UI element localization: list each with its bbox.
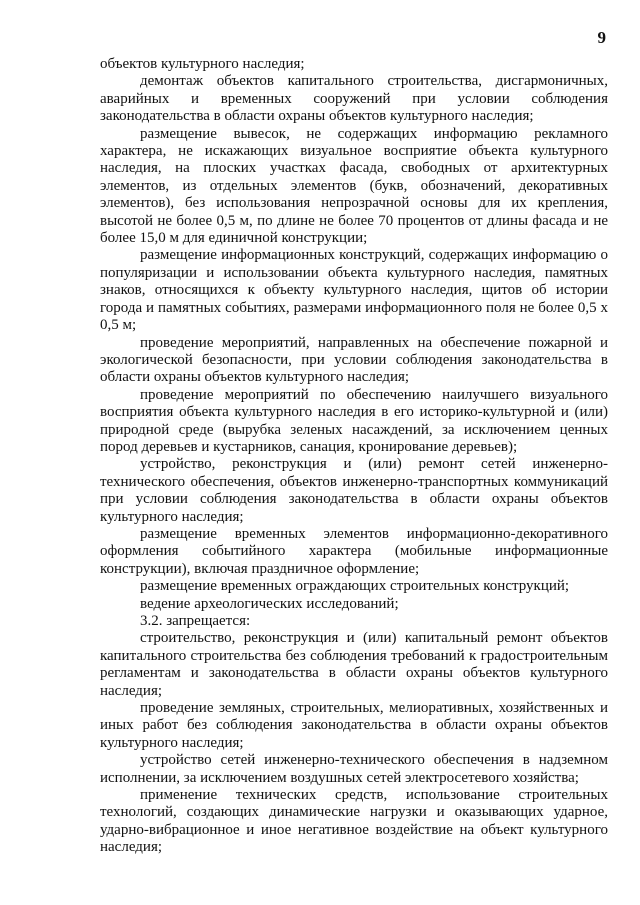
paragraph-overhead-networks: устройство сетей инженерно-технического обеспечения в надземном исполнении, за исключением воздушных сетей электросетевого хозяйства; [100, 752, 608, 786]
paragraph-dynamic-loads: применение технических средств, использование строительных технологий, создающих динамические нагрузки и оказывающих ударное, ударно-вибрационное и иное негативное воздействие на объект культурного наследия; [100, 787, 608, 856]
section-heading-prohibited: 3.2. запрещается: [140, 613, 251, 629]
document-body [100, 56, 608, 857]
paragraph-engineering-networks: устройство, реконструкция и (или) ремонт сетей инженерно-технического обеспечения, объектов инженерно-транспортных коммуникаций при условии соблюдения законодательства в области охраны объектов культурного наследия; [100, 456, 608, 525]
paragraph-fire-safety: проведение мероприятий, направленных на обеспечение пожарной и экологической безопасности, при условии соблюдения законодательства в области охраны объектов культурного наследия; [100, 334, 608, 386]
paragraph-heritage-objects: объектов культурного наследия; [100, 56, 305, 72]
paragraph-visual-perception: проведение мероприятий по обеспечению наилучшего визуального восприятия объекта культурного наследия в его историко-культурной и (или) природной среде (вырубка зеленых насаждений, за исключением ценных пород деревьев и кустарников, санация, кронирование деревьев); [100, 386, 608, 455]
paragraph-archaeology: ведение археологических исследований; [140, 595, 399, 612]
paragraph-information-structures: размещение информационных конструкций, содержащих информацию о популяризации и использовании объекта культурного наследия, памятных знаков, относящихся к объекту культурного наследия, щитов об истории города и памятных событиях, размерами информационного поля не более 0,5 x 0,5 м; [100, 247, 608, 334]
paragraph-earthworks-prohibited: проведение земляных, строительных, мелиоративных, хозяйственных и иных работ без соблюдения законодательства в области охраны объектов культурного наследия; [100, 700, 608, 751]
paragraph-construction-prohibited: строительство, реконструкция и (или) капитальный ремонт объектов капитального строительства без соблюдения требований к градостроительным регламентам и законодательства в области охраны объектов культурного наследия; [100, 630, 608, 699]
paragraph-temporary-decorations: размещение временных элементов информационно-декоративного оформления событийного характера (мобильные информационные конструкции), включая праздничное оформление; [100, 525, 608, 577]
page-number: 9 [597, 28, 606, 47]
paragraph-demolition: демонтаж объектов капитального строительства, дисгармоничных, аварийных и временных сооружений при условии соблюдения законодательства в области охраны объектов культурного наследия; [100, 73, 608, 125]
paragraph-signboards: размещение вывесок, не содержащих информацию рекламного характера, не искажающих визуальное восприятие объекта культурного наследия, на плоских участках фасада, свободных от архитектурных элементов, из отдельных элементов (букв, обозначений, декоративных элементов), без использования непрозрачной основы для их крепления, высотой не более 0,5 м, по длине не более 70 процентов от длины фасада и не более 15,0 м для единичной конструкции; [100, 125, 608, 247]
paragraph-temporary-fencing: размещение временных ограждающих строительных конструкций; [140, 578, 570, 595]
